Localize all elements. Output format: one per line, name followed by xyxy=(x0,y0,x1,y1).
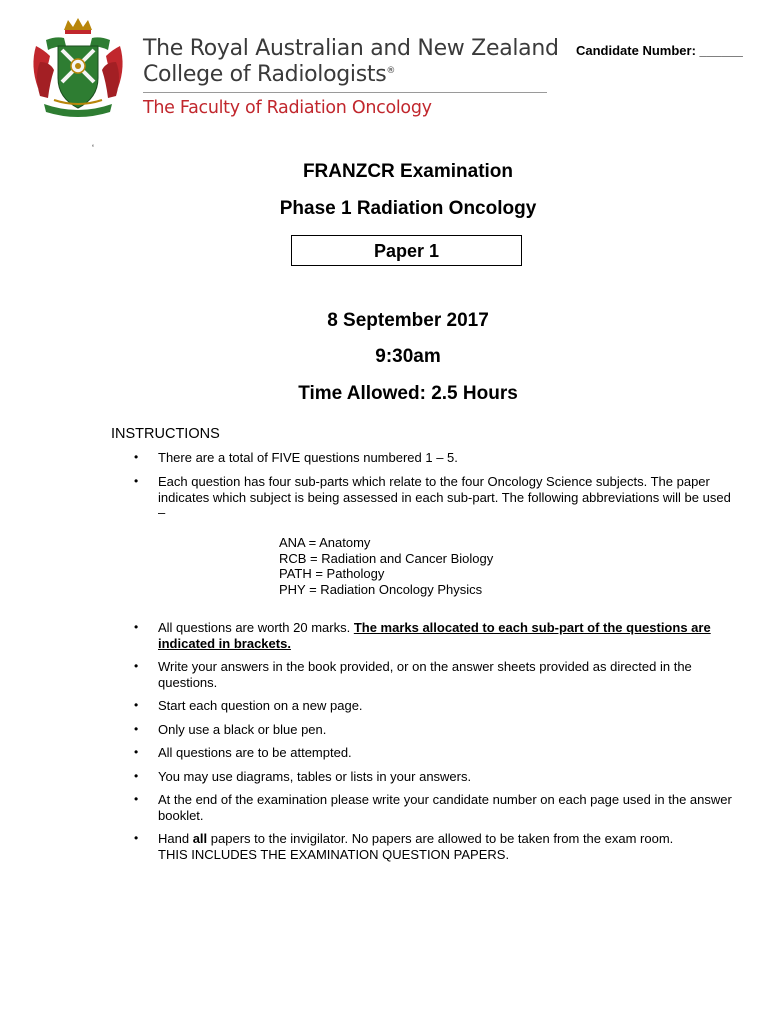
faculty-name: The Faculty of Radiation Oncology xyxy=(143,98,432,118)
instruction-text: Start each question on a new page. xyxy=(158,698,363,713)
bullet: • xyxy=(134,450,139,464)
header-divider xyxy=(143,92,547,93)
exam-phase: Phase 1 Radiation Oncology xyxy=(279,198,537,219)
instruction-item xyxy=(134,792,733,823)
abbreviation: PATH = Pathology xyxy=(279,566,385,581)
bullet: • xyxy=(134,769,139,783)
time-allowed: Time Allowed: 2.5 Hours xyxy=(298,383,518,404)
instruction-text: Hand xyxy=(158,831,193,846)
instruction-emphasis: The marks allocated to each sub-part of the questions are indicated in brackets. xyxy=(158,620,711,651)
instructions-heading: INSTRUCTIONS xyxy=(111,426,220,442)
instruction-item xyxy=(134,450,733,466)
abbreviation: RCB = Radiation and Cancer Biology xyxy=(279,550,494,566)
instruction-item xyxy=(134,769,733,785)
college-crest-logo xyxy=(26,16,130,122)
bullet: • xyxy=(134,722,139,736)
exam-date: 8 September 2017 xyxy=(327,310,489,331)
candidate-number-label: Candidate Number: ______ xyxy=(576,43,743,58)
instruction-text: At the end of the examination please write your candidate number on each page used in the answer booklet. xyxy=(158,792,732,823)
instruction-text: You may use diagrams, tables or lists in your answers. xyxy=(158,769,472,784)
instruction-text: All questions are to be attempted. xyxy=(158,745,352,760)
instruction-item xyxy=(134,698,733,714)
instruction-item xyxy=(134,659,733,690)
exam-time: 9:30am xyxy=(375,346,441,367)
bullet: • xyxy=(134,474,139,488)
org-name-line2 xyxy=(143,62,395,87)
abbreviation: PHY = Radiation Oncology Physics xyxy=(279,581,483,597)
instruction-emphasis: all xyxy=(192,831,208,846)
instruction-text: Each question has four sub-parts which relate to the four Oncology Science subjects. The paper indicates which subject is being assessed in each sub-part. The following abbreviations will be used – xyxy=(158,474,731,520)
instruction-item xyxy=(134,722,733,738)
instruction-item xyxy=(134,620,733,651)
bullet: • xyxy=(134,831,139,845)
instruction-text-line2: THIS INCLUDES THE EXAMINATION QUESTION PAPERS. xyxy=(158,846,510,862)
instruction-text: papers to the invigilator. No papers are allowed to be taken from the exam room. xyxy=(207,831,674,846)
bullet: • xyxy=(134,698,139,712)
bullet: • xyxy=(134,620,139,634)
instruction-item xyxy=(134,474,733,521)
bullet: • xyxy=(134,792,139,806)
exam-title: FRANZCR Examination xyxy=(302,161,514,182)
bullet: • xyxy=(134,745,139,759)
org-name-line2-text: College of Radiologists xyxy=(143,62,387,87)
instruction-text: Only use a black or blue pen. xyxy=(158,722,327,737)
instruction-text: All questions are worth 20 marks. xyxy=(158,620,354,635)
abbreviation: ANA = Anatomy xyxy=(279,535,371,550)
instruction-text: There are a total of FIVE questions numbered 1 – 5. xyxy=(158,450,458,465)
bullet: • xyxy=(134,659,139,673)
instruction-item xyxy=(134,831,733,862)
stray-mark: ‘ xyxy=(92,143,94,153)
instruction-item xyxy=(134,745,733,761)
instruction-text: Write your answers in the book provided, or on the answer sheets provided as directed in the questions. xyxy=(158,659,692,690)
registered-mark: ® xyxy=(386,66,396,76)
org-name-line1: The Royal Australian and New Zealand xyxy=(143,36,559,61)
paper-number-box: Paper 1 xyxy=(291,235,522,266)
